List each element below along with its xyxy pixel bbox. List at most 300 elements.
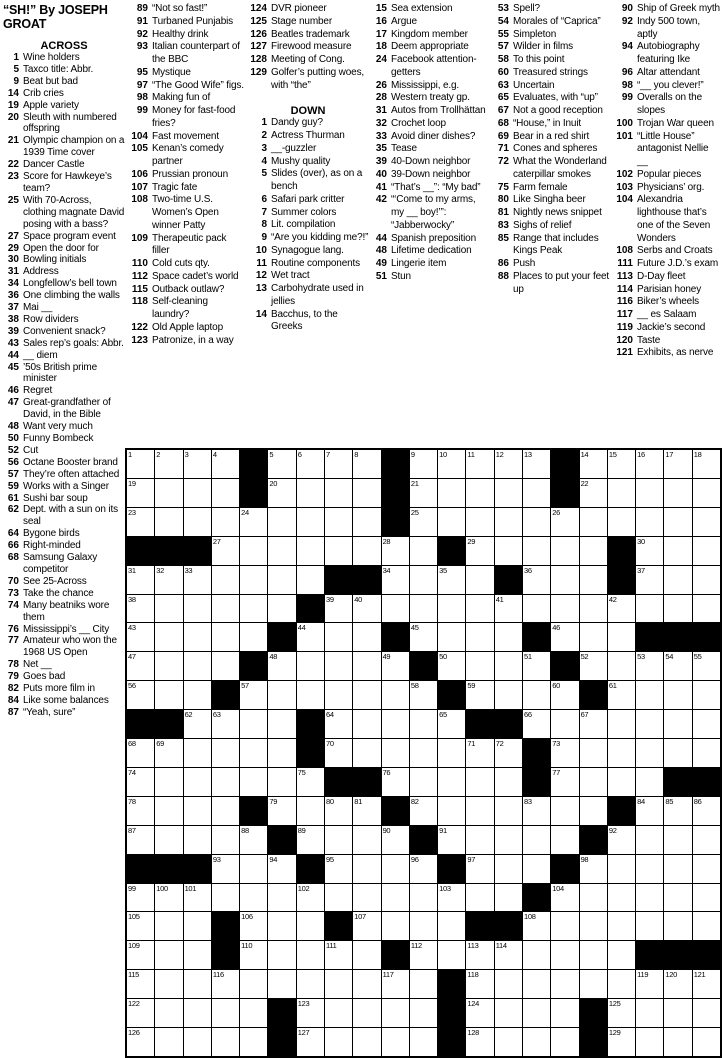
grid-cell[interactable] [523,826,550,854]
grid-cell[interactable] [212,1028,239,1056]
grid-cell[interactable] [495,508,522,536]
grid-cell[interactable] [240,884,267,912]
grid-cell[interactable] [382,970,409,998]
grid-cell[interactable] [212,739,239,767]
grid-cell[interactable] [382,768,409,796]
grid-cell[interactable] [693,797,720,825]
grid-cell[interactable] [551,884,578,912]
grid-cell[interactable] [353,537,380,565]
grid-cell[interactable] [127,1028,154,1056]
grid-cell[interactable] [212,710,239,738]
grid-cell[interactable] [353,797,380,825]
grid-cell[interactable] [495,623,522,651]
grid-cell[interactable] [495,450,522,478]
grid-cell[interactable] [551,1028,578,1056]
grid-cell[interactable] [127,768,154,796]
grid-cell[interactable] [523,566,550,594]
grid-cell[interactable] [268,970,295,998]
grid-cell[interactable] [636,768,663,796]
grid-cell[interactable] [325,797,352,825]
grid-cell[interactable] [636,566,663,594]
grid-cell[interactable] [693,826,720,854]
grid-cell[interactable] [297,768,324,796]
grid-cell[interactable] [608,479,635,507]
grid-cell[interactable] [410,941,437,969]
grid-cell[interactable] [664,884,691,912]
grid-cell[interactable] [438,652,465,680]
grid-cell[interactable] [184,595,211,623]
grid-cell[interactable] [466,768,493,796]
grid-cell[interactable] [664,652,691,680]
grid-cell[interactable] [212,970,239,998]
grid-cell[interactable] [523,710,550,738]
grid-cell[interactable] [410,970,437,998]
grid-cell[interactable] [438,566,465,594]
grid-cell[interactable] [693,479,720,507]
grid-cell[interactable] [523,537,550,565]
grid-cell[interactable] [466,884,493,912]
grid-cell[interactable] [551,999,578,1027]
grid-cell[interactable] [353,450,380,478]
grid-cell[interactable] [184,941,211,969]
grid-cell[interactable] [664,566,691,594]
grid-cell[interactable] [693,884,720,912]
grid-cell[interactable] [523,508,550,536]
grid-cell[interactable] [495,768,522,796]
grid-cell[interactable] [523,855,550,883]
grid-cell[interactable] [410,768,437,796]
grid-cell[interactable] [127,797,154,825]
grid-cell[interactable] [438,884,465,912]
grid-cell[interactable] [608,941,635,969]
grid-cell[interactable] [608,652,635,680]
grid-cell[interactable] [155,826,182,854]
grid-cell[interactable] [297,623,324,651]
grid-cell[interactable] [240,912,267,940]
grid-cell[interactable] [664,537,691,565]
grid-cell[interactable] [608,1028,635,1056]
grid-cell[interactable] [155,884,182,912]
grid-cell[interactable] [212,537,239,565]
grid-cell[interactable] [240,970,267,998]
grid-cell[interactable] [184,1028,211,1056]
grid-cell[interactable] [297,681,324,709]
grid-cell[interactable] [438,739,465,767]
grid-cell[interactable] [495,681,522,709]
grid-cell[interactable] [127,970,154,998]
grid-cell[interactable] [127,450,154,478]
grid-cell[interactable] [325,884,352,912]
grid-cell[interactable] [608,884,635,912]
grid-cell[interactable] [551,623,578,651]
grid-cell[interactable] [353,623,380,651]
grid-cell[interactable] [268,855,295,883]
grid-cell[interactable] [410,537,437,565]
grid-cell[interactable] [608,999,635,1027]
grid-cell[interactable] [382,884,409,912]
grid-cell[interactable] [466,508,493,536]
grid-cell[interactable] [240,826,267,854]
grid-cell[interactable] [608,681,635,709]
grid-cell[interactable] [495,941,522,969]
grid-cell[interactable] [353,970,380,998]
grid-cell[interactable] [466,855,493,883]
grid-cell[interactable] [212,884,239,912]
grid-cell[interactable] [353,826,380,854]
grid-cell[interactable] [636,826,663,854]
grid-cell[interactable] [693,970,720,998]
grid-cell[interactable] [353,681,380,709]
grid-cell[interactable] [693,508,720,536]
grid-cell[interactable] [127,941,154,969]
grid-cell[interactable] [127,566,154,594]
grid-cell[interactable] [466,681,493,709]
grid-cell[interactable] [268,768,295,796]
grid-cell[interactable] [240,595,267,623]
grid-cell[interactable] [184,710,211,738]
grid-cell[interactable] [155,999,182,1027]
grid-cell[interactable] [297,999,324,1027]
grid-cell[interactable] [268,912,295,940]
grid-cell[interactable] [551,826,578,854]
grid-cell[interactable] [353,941,380,969]
grid-cell[interactable] [353,1028,380,1056]
grid-cell[interactable] [608,739,635,767]
grid-cell[interactable] [212,652,239,680]
grid-cell[interactable] [212,797,239,825]
grid-cell[interactable] [636,681,663,709]
grid-cell[interactable] [580,652,607,680]
grid-cell[interactable] [664,912,691,940]
grid-cell[interactable] [268,681,295,709]
grid-cell[interactable] [353,912,380,940]
grid-cell[interactable] [155,768,182,796]
grid-cell[interactable] [212,768,239,796]
grid-cell[interactable] [184,970,211,998]
grid-cell[interactable] [523,1028,550,1056]
grid-cell[interactable] [636,855,663,883]
grid-cell[interactable] [382,595,409,623]
grid-cell[interactable] [240,710,267,738]
grid-cell[interactable] [580,855,607,883]
grid-cell[interactable] [608,912,635,940]
grid-cell[interactable] [155,797,182,825]
grid-cell[interactable] [523,595,550,623]
grid-cell[interactable] [382,1028,409,1056]
grid-cell[interactable] [353,595,380,623]
grid-cell[interactable] [693,999,720,1027]
grid-cell[interactable] [325,999,352,1027]
grid-cell[interactable] [325,681,352,709]
grid-cell[interactable] [240,566,267,594]
grid-cell[interactable] [495,855,522,883]
grid-cell[interactable] [268,884,295,912]
grid-cell[interactable] [636,884,663,912]
grid-cell[interactable] [184,652,211,680]
grid-cell[interactable] [664,681,691,709]
grid-cell[interactable] [353,508,380,536]
grid-cell[interactable] [664,739,691,767]
grid-cell[interactable] [325,479,352,507]
grid-cell[interactable] [127,479,154,507]
grid-cell[interactable] [155,681,182,709]
grid-cell[interactable] [268,797,295,825]
grid-cell[interactable] [184,479,211,507]
grid-cell[interactable] [664,826,691,854]
grid-cell[interactable] [155,566,182,594]
grid-cell[interactable] [636,710,663,738]
grid-cell[interactable] [523,970,550,998]
grid-cell[interactable] [325,652,352,680]
grid-cell[interactable] [580,941,607,969]
grid-cell[interactable] [382,537,409,565]
grid-cell[interactable] [155,479,182,507]
grid-cell[interactable] [580,912,607,940]
grid-cell[interactable] [636,450,663,478]
grid-cell[interactable] [664,595,691,623]
grid-cell[interactable] [466,595,493,623]
grid-cell[interactable] [580,566,607,594]
grid-cell[interactable] [410,566,437,594]
grid-cell[interactable] [155,450,182,478]
grid-cell[interactable] [551,710,578,738]
grid-cell[interactable] [608,508,635,536]
grid-cell[interactable] [268,941,295,969]
grid-cell[interactable] [608,768,635,796]
grid-cell[interactable] [325,739,352,767]
grid-cell[interactable] [127,912,154,940]
grid-cell[interactable] [212,450,239,478]
grid-cell[interactable] [127,884,154,912]
grid-cell[interactable] [693,450,720,478]
grid-cell[interactable] [495,537,522,565]
grid-cell[interactable] [382,652,409,680]
grid-cell[interactable] [410,855,437,883]
grid-cell[interactable] [693,652,720,680]
grid-cell[interactable] [240,768,267,796]
grid-cell[interactable] [382,855,409,883]
grid-cell[interactable] [438,479,465,507]
grid-cell[interactable] [438,912,465,940]
grid-cell[interactable] [212,479,239,507]
grid-cell[interactable] [127,826,154,854]
grid-cell[interactable] [664,797,691,825]
grid-cell[interactable] [184,681,211,709]
grid-cell[interactable] [268,595,295,623]
grid-cell[interactable] [636,479,663,507]
grid-cell[interactable] [155,970,182,998]
grid-cell[interactable] [325,970,352,998]
grid-cell[interactable] [551,508,578,536]
grid-cell[interactable] [353,479,380,507]
grid-cell[interactable] [438,768,465,796]
grid-cell[interactable] [466,537,493,565]
grid-cell[interactable] [495,970,522,998]
grid-cell[interactable] [438,797,465,825]
grid-cell[interactable] [495,739,522,767]
grid-cell[interactable] [382,999,409,1027]
grid-cell[interactable] [580,710,607,738]
grid-cell[interactable] [184,797,211,825]
grid-cell[interactable] [551,681,578,709]
grid-cell[interactable] [693,855,720,883]
grid-cell[interactable] [580,595,607,623]
grid-cell[interactable] [580,537,607,565]
grid-cell[interactable] [155,941,182,969]
grid-cell[interactable] [184,826,211,854]
grid-cell[interactable] [523,797,550,825]
grid-cell[interactable] [325,826,352,854]
grid-cell[interactable] [636,1028,663,1056]
grid-cell[interactable] [495,884,522,912]
grid-cell[interactable] [466,479,493,507]
grid-cell[interactable] [297,826,324,854]
grid-cell[interactable] [325,508,352,536]
grid-cell[interactable] [664,999,691,1027]
grid-cell[interactable] [580,739,607,767]
grid-cell[interactable] [268,566,295,594]
grid-cell[interactable] [466,1028,493,1056]
grid-cell[interactable] [664,508,691,536]
grid-cell[interactable] [212,566,239,594]
grid-cell[interactable] [240,1028,267,1056]
grid-cell[interactable] [523,912,550,940]
grid-cell[interactable] [268,652,295,680]
grid-cell[interactable] [297,1028,324,1056]
grid-cell[interactable] [693,739,720,767]
grid-cell[interactable] [410,797,437,825]
grid-cell[interactable] [580,508,607,536]
grid-cell[interactable] [155,739,182,767]
grid-cell[interactable] [523,681,550,709]
grid-cell[interactable] [410,739,437,767]
grid-cell[interactable] [325,855,352,883]
grid-cell[interactable] [353,884,380,912]
grid-cell[interactable] [551,595,578,623]
grid-cell[interactable] [155,623,182,651]
grid-cell[interactable] [382,739,409,767]
grid-cell[interactable] [466,739,493,767]
grid-cell[interactable] [580,479,607,507]
grid-cell[interactable] [240,537,267,565]
grid-cell[interactable] [184,884,211,912]
grid-cell[interactable] [636,537,663,565]
grid-cell[interactable] [495,595,522,623]
grid-cell[interactable] [184,999,211,1027]
grid-cell[interactable] [268,739,295,767]
grid-cell[interactable] [664,450,691,478]
grid-cell[interactable] [325,595,352,623]
grid-cell[interactable] [127,652,154,680]
grid-cell[interactable] [466,999,493,1027]
grid-cell[interactable] [353,855,380,883]
grid-cell[interactable] [693,912,720,940]
grid-cell[interactable] [155,912,182,940]
grid-cell[interactable] [382,566,409,594]
grid-cell[interactable] [268,710,295,738]
grid-cell[interactable] [268,537,295,565]
grid-cell[interactable] [551,566,578,594]
grid-cell[interactable] [664,710,691,738]
grid-cell[interactable] [693,710,720,738]
grid-cell[interactable] [693,681,720,709]
grid-cell[interactable] [297,884,324,912]
grid-cell[interactable] [466,941,493,969]
grid-cell[interactable] [466,450,493,478]
grid-cell[interactable] [212,595,239,623]
grid-cell[interactable] [382,681,409,709]
grid-cell[interactable] [608,595,635,623]
grid-cell[interactable] [636,508,663,536]
grid-cell[interactable] [297,508,324,536]
grid-cell[interactable] [466,970,493,998]
grid-cell[interactable] [580,884,607,912]
grid-cell[interactable] [184,623,211,651]
grid-cell[interactable] [155,508,182,536]
grid-cell[interactable] [240,855,267,883]
grid-cell[interactable] [580,623,607,651]
grid-cell[interactable] [184,566,211,594]
grid-cell[interactable] [438,710,465,738]
grid-cell[interactable] [551,739,578,767]
grid-cell[interactable] [297,652,324,680]
grid-cell[interactable] [155,595,182,623]
grid-cell[interactable] [410,479,437,507]
grid-cell[interactable] [240,999,267,1027]
grid-cell[interactable] [580,970,607,998]
grid-cell[interactable] [184,768,211,796]
grid-cell[interactable] [212,623,239,651]
grid-cell[interactable] [580,797,607,825]
grid-cell[interactable] [608,450,635,478]
grid-cell[interactable] [693,595,720,623]
grid-cell[interactable] [297,537,324,565]
grid-cell[interactable] [636,970,663,998]
grid-cell[interactable] [127,739,154,767]
grid-cell[interactable] [608,826,635,854]
grid-cell[interactable] [693,537,720,565]
grid-cell[interactable] [268,479,295,507]
grid-cell[interactable] [325,941,352,969]
grid-cell[interactable] [184,450,211,478]
grid-cell[interactable] [410,681,437,709]
grid-cell[interactable] [382,826,409,854]
grid-cell[interactable] [438,595,465,623]
grid-cell[interactable] [382,710,409,738]
grid-cell[interactable] [353,999,380,1027]
grid-cell[interactable] [297,970,324,998]
grid-cell[interactable] [410,710,437,738]
grid-cell[interactable] [523,479,550,507]
grid-cell[interactable] [268,450,295,478]
grid-cell[interactable] [608,855,635,883]
grid-cell[interactable] [212,855,239,883]
grid-cell[interactable] [664,1028,691,1056]
grid-cell[interactable] [240,739,267,767]
grid-cell[interactable] [466,566,493,594]
grid-cell[interactable] [297,479,324,507]
grid-cell[interactable] [580,768,607,796]
grid-cell[interactable] [636,739,663,767]
grid-cell[interactable] [127,681,154,709]
grid-cell[interactable] [608,623,635,651]
grid-cell[interactable] [410,595,437,623]
grid-cell[interactable] [636,999,663,1027]
grid-cell[interactable] [438,826,465,854]
grid-cell[interactable] [608,970,635,998]
grid-cell[interactable] [523,450,550,478]
grid-cell[interactable] [438,623,465,651]
